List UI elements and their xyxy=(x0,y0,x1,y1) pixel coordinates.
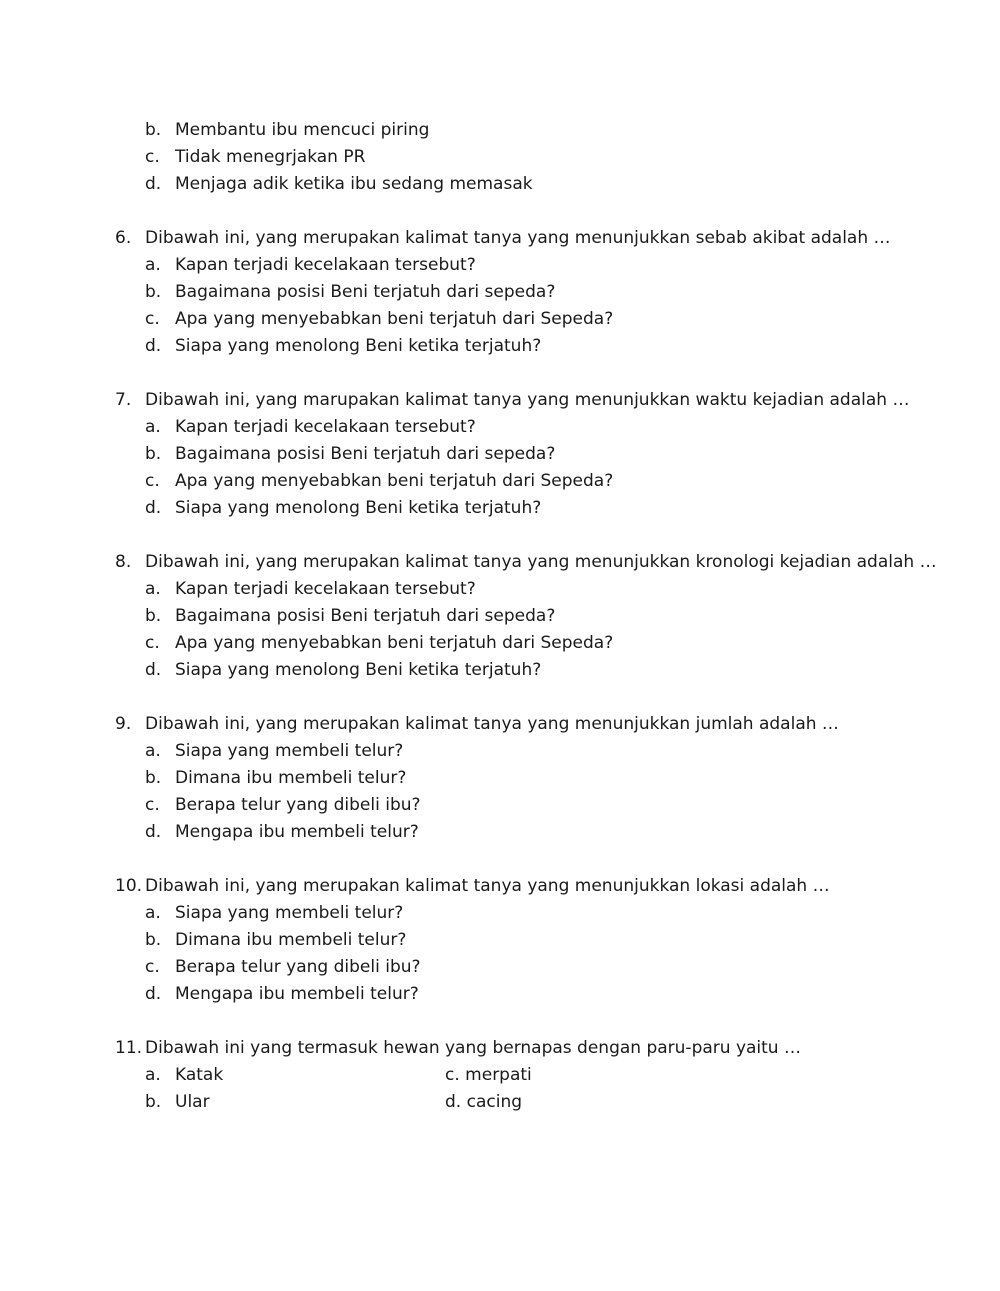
question-text: Dibawah ini, yang merupakan kalimat tanya yang menunjukkan jumlah adalah … xyxy=(145,714,839,734)
option-text: cacing xyxy=(466,1092,523,1112)
option-letter: b. xyxy=(145,930,162,950)
option-text: Kapan terjadi kecelakaan tersebut? xyxy=(175,579,476,599)
option-letter: b. xyxy=(145,282,162,302)
option-d[interactable] xyxy=(0,495,1000,522)
question-text: Dibawah ini, yang marupakan kalimat tanya yang menunjukkan waktu kejadian adalah … xyxy=(145,390,910,410)
option-row xyxy=(0,1062,1000,1089)
option-letter: c. xyxy=(145,471,160,491)
option-letter: c. xyxy=(445,1065,460,1085)
question-text: Dibawah ini, yang merupakan kalimat tanya yang menunjukkan kronologi kejadian adalah … xyxy=(145,552,937,572)
question-8 xyxy=(0,549,1000,576)
option-letter: b. xyxy=(145,606,162,626)
option-text: Menjaga adik ketika ibu sedang memasak xyxy=(175,174,533,194)
option-letter: d. xyxy=(145,336,162,356)
option-letter: b. xyxy=(145,120,162,140)
option-c[interactable] xyxy=(0,792,1000,819)
option-b[interactable] xyxy=(0,765,1000,792)
option-letter: c. xyxy=(145,633,160,653)
option-a[interactable] xyxy=(0,576,1000,603)
option-letter: a. xyxy=(145,579,161,599)
option-text: Siapa yang menolong Beni ketika terjatuh? xyxy=(175,336,542,356)
option-a[interactable] xyxy=(0,900,1000,927)
option-letter: d. xyxy=(145,498,162,518)
option-text: Siapa yang membeli telur? xyxy=(175,903,404,923)
option-row xyxy=(0,1089,1000,1116)
option-text: Siapa yang menolong Beni ketika terjatuh? xyxy=(175,498,542,518)
option-c[interactable] xyxy=(0,144,1000,171)
option-text: Mengapa ibu membeli telur? xyxy=(175,822,419,842)
option-d[interactable] xyxy=(0,333,1000,360)
option-text: Siapa yang menolong Beni ketika terjatuh? xyxy=(175,660,542,680)
question-11 xyxy=(0,1035,1000,1062)
option-c[interactable] xyxy=(0,306,1000,333)
option-b[interactable] xyxy=(0,603,1000,630)
option-letter: b. xyxy=(145,444,162,464)
option-text[interactable]: Katak xyxy=(175,1065,224,1085)
question-text: Dibawah ini, yang merupakan kalimat tanya yang menunjukkan lokasi adalah … xyxy=(145,876,830,896)
option-text: Apa yang menyebabkan beni terjatuh dari Sepeda? xyxy=(175,471,614,491)
question-number: 8. xyxy=(115,552,132,572)
option-text: Dimana ibu membeli telur? xyxy=(175,930,407,950)
option-text: Apa yang menyebabkan beni terjatuh dari Sepeda? xyxy=(175,309,614,329)
spacer xyxy=(0,1008,1000,1035)
option-text: Tidak menegrjakan PR xyxy=(175,147,366,167)
option-letter: a. xyxy=(145,1065,161,1085)
option-c[interactable] xyxy=(0,954,1000,981)
spacer xyxy=(0,684,1000,711)
option-letter: c. xyxy=(145,795,160,815)
option-letter: d. xyxy=(145,822,162,842)
question-number: 6. xyxy=(115,228,132,248)
question-text: Dibawah ini yang termasuk hewan yang bernapas dengan paru-paru yaitu … xyxy=(145,1038,801,1058)
option-text: merpati xyxy=(465,1065,532,1085)
option-text: Bagaimana posisi Beni terjatuh dari sepeda? xyxy=(175,444,556,464)
option-text: Apa yang menyebabkan beni terjatuh dari Sepeda? xyxy=(175,633,614,653)
question-6 xyxy=(0,225,1000,252)
question-number: 10. xyxy=(115,876,143,896)
question-number: 11. xyxy=(115,1038,143,1058)
option-b[interactable] xyxy=(0,441,1000,468)
option-letter: a. xyxy=(145,903,161,923)
option-letter: d. xyxy=(145,660,162,680)
question-number: 7. xyxy=(115,390,132,410)
option-d[interactable] xyxy=(0,657,1000,684)
option-letter: a. xyxy=(145,417,161,437)
spacer xyxy=(0,522,1000,549)
question-7 xyxy=(0,387,1000,414)
option-d[interactable] xyxy=(0,171,1000,198)
option-a[interactable] xyxy=(0,738,1000,765)
option-b[interactable] xyxy=(0,279,1000,306)
option-letter: c. xyxy=(145,957,160,977)
question-text: Dibawah ini, yang merupakan kalimat tanya yang menunjukkan sebab akibat adalah … xyxy=(145,228,891,248)
option-text: Bagaimana posisi Beni terjatuh dari sepeda? xyxy=(175,606,556,626)
option-c[interactable] xyxy=(445,1062,532,1089)
option-text: Mengapa ibu membeli telur? xyxy=(175,984,419,1004)
option-b[interactable] xyxy=(0,117,1000,144)
option-text: Kapan terjadi kecelakaan tersebut? xyxy=(175,255,476,275)
option-text: Berapa telur yang dibeli ibu? xyxy=(175,957,421,977)
option-text: Dimana ibu membeli telur? xyxy=(175,768,407,788)
option-c[interactable] xyxy=(0,468,1000,495)
option-letter: c. xyxy=(145,309,160,329)
option-letter: d. xyxy=(145,174,162,194)
option-a[interactable] xyxy=(0,252,1000,279)
question-10 xyxy=(0,873,1000,900)
option-letter: b. xyxy=(145,768,162,788)
option-letter: a. xyxy=(145,255,161,275)
option-text: Bagaimana posisi Beni terjatuh dari sepeda? xyxy=(175,282,556,302)
option-text: Siapa yang membeli telur? xyxy=(175,741,404,761)
option-letter: d. xyxy=(145,984,162,1004)
option-c[interactable] xyxy=(0,630,1000,657)
option-d[interactable] xyxy=(445,1089,522,1116)
spacer xyxy=(0,198,1000,225)
question-9 xyxy=(0,711,1000,738)
option-letter: a. xyxy=(145,741,161,761)
option-text: Kapan terjadi kecelakaan tersebut? xyxy=(175,417,476,437)
option-b[interactable] xyxy=(0,927,1000,954)
option-text: Membantu ibu mencuci piring xyxy=(175,120,430,140)
option-text[interactable]: Ular xyxy=(175,1092,210,1112)
option-d[interactable] xyxy=(0,981,1000,1008)
option-a[interactable] xyxy=(0,414,1000,441)
worksheet-page xyxy=(0,117,1000,1116)
option-letter: b. xyxy=(145,1092,162,1112)
option-letter: d. xyxy=(445,1092,462,1112)
spacer xyxy=(0,846,1000,873)
spacer xyxy=(0,360,1000,387)
question-number: 9. xyxy=(115,714,132,734)
option-text: Berapa telur yang dibeli ibu? xyxy=(175,795,421,815)
option-letter: c. xyxy=(145,147,160,167)
option-d[interactable] xyxy=(0,819,1000,846)
